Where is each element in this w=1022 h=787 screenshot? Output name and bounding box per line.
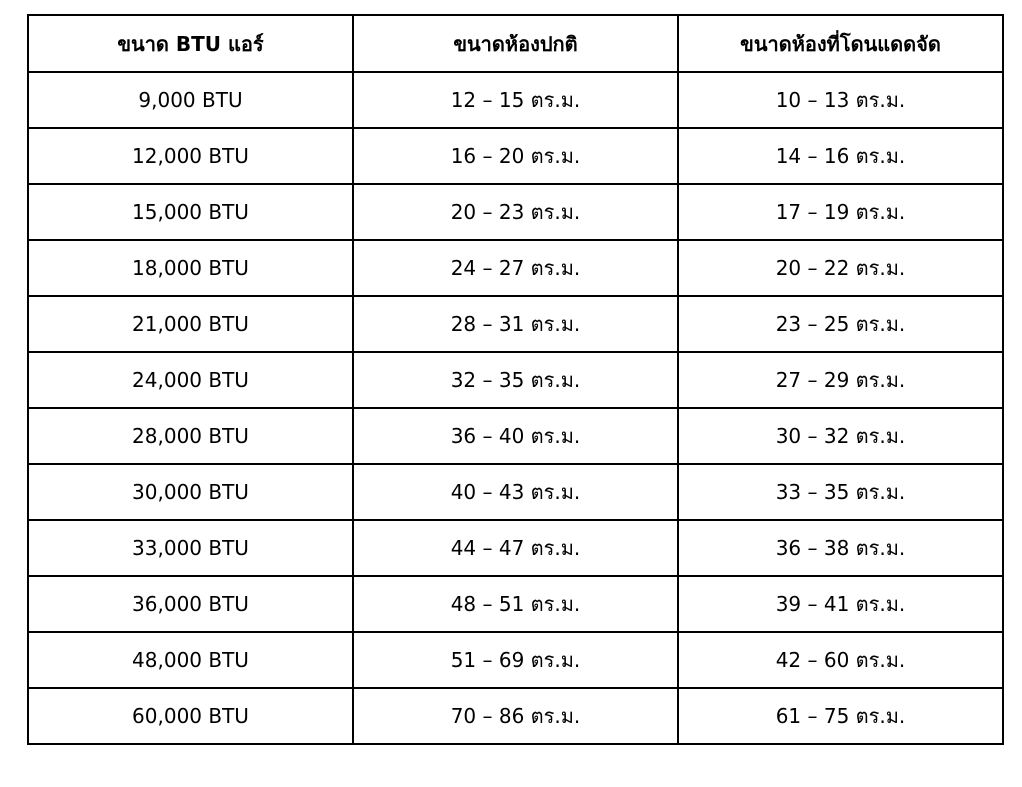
table-row xyxy=(28,184,1003,240)
table-row xyxy=(28,240,1003,296)
table-row xyxy=(28,128,1003,184)
table-body xyxy=(28,72,1003,744)
sunny-room-cell: 27 – 29 ตร.ม. xyxy=(678,352,1003,408)
btu-cell: 24,000 BTU xyxy=(28,352,353,408)
sunny-room-cell: 30 – 32 ตร.ม. xyxy=(678,408,1003,464)
normal-room-cell: 36 – 40 ตร.ม. xyxy=(353,408,678,464)
sunny-room-cell: 10 – 13 ตร.ม. xyxy=(678,72,1003,128)
btu-cell: 9,000 BTU xyxy=(28,72,353,128)
normal-room-cell: 20 – 23 ตร.ม. xyxy=(353,184,678,240)
table-row xyxy=(28,408,1003,464)
normal-room-cell: 48 – 51 ตร.ม. xyxy=(353,576,678,632)
sunny-room-cell: 36 – 38 ตร.ม. xyxy=(678,520,1003,576)
btu-cell: 60,000 BTU xyxy=(28,688,353,744)
table-row xyxy=(28,352,1003,408)
table-header xyxy=(28,15,1003,72)
normal-room-cell: 28 – 31 ตร.ม. xyxy=(353,296,678,352)
btu-cell: 12,000 BTU xyxy=(28,128,353,184)
table-row xyxy=(28,464,1003,520)
sunny-room-cell: 20 – 22 ตร.ม. xyxy=(678,240,1003,296)
normal-room-cell: 70 – 86 ตร.ม. xyxy=(353,688,678,744)
btu-cell: 21,000 BTU xyxy=(28,296,353,352)
table-row xyxy=(28,72,1003,128)
sunny-room-cell: 39 – 41 ตร.ม. xyxy=(678,576,1003,632)
btu-cell: 30,000 BTU xyxy=(28,464,353,520)
btu-cell: 28,000 BTU xyxy=(28,408,353,464)
btu-room-size-table xyxy=(27,14,1004,745)
normal-room-cell: 51 – 69 ตร.ม. xyxy=(353,632,678,688)
normal-room-cell: 16 – 20 ตร.ม. xyxy=(353,128,678,184)
sunny-room-cell: 42 – 60 ตร.ม. xyxy=(678,632,1003,688)
table-row xyxy=(28,296,1003,352)
sunny-room-cell: 17 – 19 ตร.ม. xyxy=(678,184,1003,240)
table-row xyxy=(28,632,1003,688)
header-btu-size: ขนาด BTU แอร์ xyxy=(28,15,353,72)
table-row xyxy=(28,688,1003,744)
btu-cell: 18,000 BTU xyxy=(28,240,353,296)
btu-cell: 36,000 BTU xyxy=(28,576,353,632)
sunny-room-cell: 23 – 25 ตร.ม. xyxy=(678,296,1003,352)
normal-room-cell: 44 – 47 ตร.ม. xyxy=(353,520,678,576)
sunny-room-cell: 33 – 35 ตร.ม. xyxy=(678,464,1003,520)
header-row xyxy=(28,15,1003,72)
normal-room-cell: 40 – 43 ตร.ม. xyxy=(353,464,678,520)
table-row xyxy=(28,576,1003,632)
sunny-room-cell: 61 – 75 ตร.ม. xyxy=(678,688,1003,744)
btu-cell: 15,000 BTU xyxy=(28,184,353,240)
normal-room-cell: 12 – 15 ตร.ม. xyxy=(353,72,678,128)
header-sunny-room-size: ขนาดห้องที่โดนแดดจัด xyxy=(678,15,1003,72)
normal-room-cell: 32 – 35 ตร.ม. xyxy=(353,352,678,408)
header-normal-room-size: ขนาดห้องปกติ xyxy=(353,15,678,72)
normal-room-cell: 24 – 27 ตร.ม. xyxy=(353,240,678,296)
table-row xyxy=(28,520,1003,576)
btu-cell: 48,000 BTU xyxy=(28,632,353,688)
sunny-room-cell: 14 – 16 ตร.ม. xyxy=(678,128,1003,184)
btu-cell: 33,000 BTU xyxy=(28,520,353,576)
